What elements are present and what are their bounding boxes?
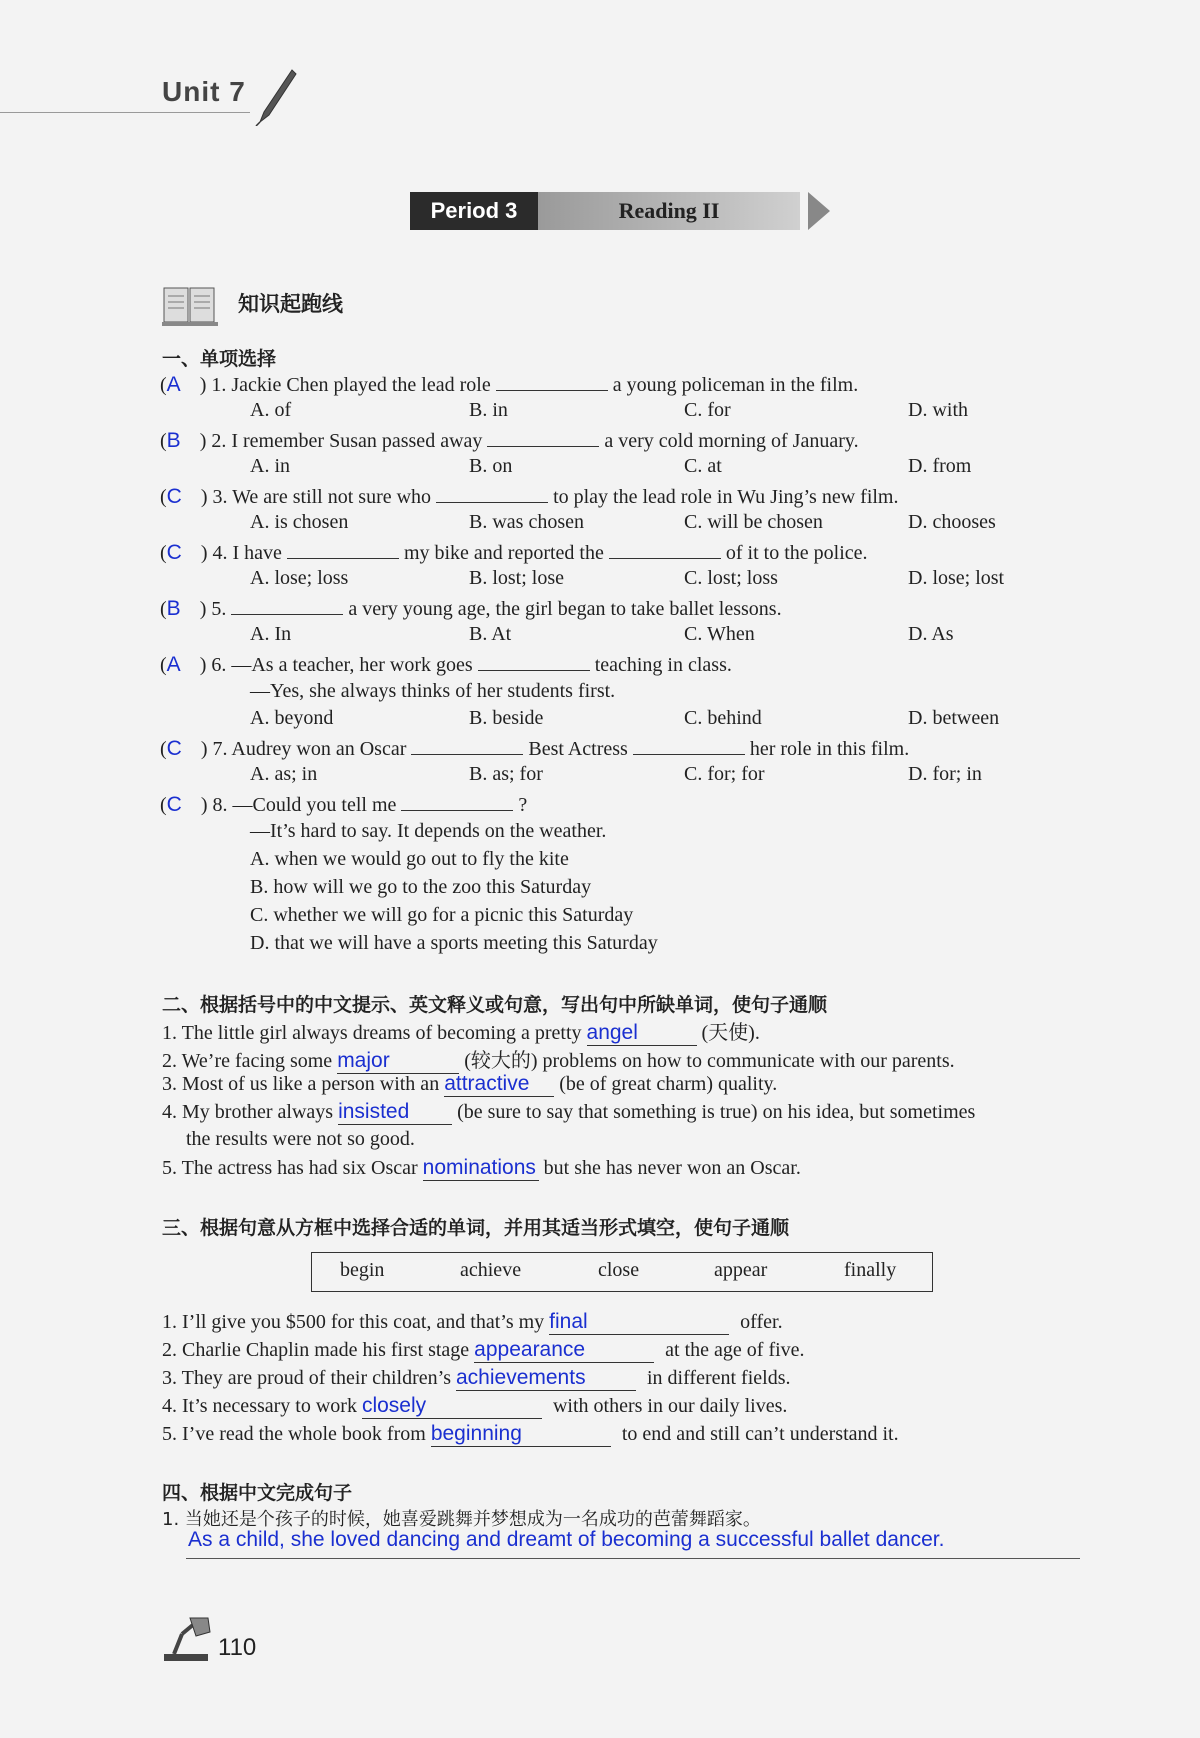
option: D. that we will have a sports meeting this Saturday <box>250 932 658 954</box>
answer-line <box>186 1558 1080 1559</box>
period-banner <box>410 192 800 230</box>
part2-item-1: 1. The little girl always dreams of becoming a pretty angel (天使). <box>162 1021 760 1044</box>
answer-field[interactable]: attractive <box>444 1072 554 1097</box>
option: C. will be chosen <box>684 511 823 533</box>
option: C. lost; loss <box>684 567 778 589</box>
answer-field[interactable]: angel <box>587 1021 697 1046</box>
option: B. beside <box>469 707 544 729</box>
answer-field[interactable]: As a child, she loved dancing and dreamt of becoming a successful ballet dancer. <box>188 1528 945 1551</box>
option: D. from <box>908 455 972 477</box>
part4-item-1: 1. 当她还是个孩子的时候，她喜爱跳舞并梦想成为一名成功的芭蕾舞蹈家。 <box>162 1509 761 1530</box>
option: D. with <box>908 399 968 421</box>
period-label: Period 3 <box>410 192 538 230</box>
option: A. lose; loss <box>250 567 349 589</box>
period-title: Reading II <box>538 192 800 230</box>
word-option: achieve <box>460 1259 522 1281</box>
word-option: begin <box>340 1259 385 1281</box>
option: B. was chosen <box>469 511 584 533</box>
answer-4: C <box>166 541 182 564</box>
answer-field[interactable]: achievements <box>456 1366 636 1391</box>
part2-item-3: 3. Most of us like a person with an attractive (be of great charm) quality. <box>162 1072 778 1095</box>
question-3: (C ) 3. We are still not sure who to play the lead role in Wu Jing’s new film. <box>160 485 899 508</box>
blank[interactable] <box>478 652 590 671</box>
answer-7: C <box>166 737 182 760</box>
option: C. When <box>684 623 755 645</box>
word-option: finally <box>844 1259 897 1281</box>
option: A. is chosen <box>250 511 349 533</box>
answer-field[interactable]: closely <box>362 1394 542 1419</box>
part2-item-4-cont: the results were not so good. <box>186 1128 415 1150</box>
part2-heading: 二、根据括号中的中文提示、英文释义或句意，写出句中所缺单词，使句子通顺 <box>162 994 828 1016</box>
unit-title: Unit 7 <box>162 76 246 107</box>
option: B. as; for <box>469 763 543 785</box>
part3-heading: 三、根据句意从方框中选择合适的单词，并用其适当形式填空，使句子通顺 <box>162 1217 790 1239</box>
option: C. for <box>684 399 731 421</box>
option: B. lost; lose <box>469 567 565 589</box>
option: D. between <box>908 707 1000 729</box>
part3-item-4: 4. It’s necessary to work closely with others in our daily lives. <box>162 1394 788 1417</box>
word-box <box>311 1252 933 1292</box>
option: D. As <box>908 623 954 645</box>
answer-field[interactable]: insisted <box>338 1100 452 1125</box>
lamp-icon <box>160 1614 216 1664</box>
word-option: appear <box>714 1259 768 1281</box>
header-rule <box>0 112 250 113</box>
option: A. beyond <box>250 707 334 729</box>
question-2: (B ) 2. I remember Susan passed away a very cold morning of January. <box>160 429 859 452</box>
blank[interactable] <box>287 540 399 559</box>
blank[interactable] <box>411 736 523 755</box>
question-6: (A ) 6. —As a teacher, her work goes teaching in class. <box>160 653 732 676</box>
part1-heading: 一、单项选择 <box>162 348 277 370</box>
question-5: (B ) 5. a very young age, the girl began to take ballet lessons. <box>160 597 782 620</box>
answer-field[interactable]: nominations <box>423 1156 539 1181</box>
answer-field[interactable]: appearance <box>474 1338 654 1363</box>
option: A. as; in <box>250 763 318 785</box>
blank[interactable] <box>496 372 608 391</box>
answer-1: A <box>166 373 181 396</box>
page-number: 110 <box>218 1634 257 1661</box>
arrow-icon <box>808 192 830 230</box>
option: A. In <box>250 623 292 645</box>
answer-8: C <box>166 793 182 816</box>
word-option: close <box>598 1259 640 1281</box>
part3-item-3: 3. They are proud of their children’s achievements in different fields. <box>162 1366 791 1389</box>
blank[interactable] <box>436 484 548 503</box>
part2-item-4: 4. My brother always insisted (be sure to say that something is true) on his idea, but sometimes <box>162 1100 976 1123</box>
part3-item-1: 1. I’ll give you $500 for this coat, and that’s my final offer. <box>162 1310 783 1333</box>
answer-2: B <box>166 429 181 452</box>
option: C. behind <box>684 707 762 729</box>
book-icon <box>162 284 218 328</box>
question-8: (C ) 8. —Could you tell me ? <box>160 793 528 816</box>
question-8-reply: —It’s hard to say. It depends on the weather. <box>250 820 607 842</box>
answer-3: C <box>166 485 182 508</box>
blank[interactable] <box>487 428 599 447</box>
option: C. for; for <box>684 763 765 785</box>
answer-field[interactable]: beginning <box>431 1422 611 1447</box>
part3-item-2: 2. Charlie Chaplin made his first stage appearance at the age of five. <box>162 1338 805 1361</box>
answer-field[interactable]: final <box>549 1310 729 1335</box>
option: A. in <box>250 455 290 477</box>
option: B. how will we go to the zoo this Saturday <box>250 876 592 898</box>
option: C. at <box>684 455 722 477</box>
blank[interactable] <box>633 736 745 755</box>
option: B. At <box>469 623 512 645</box>
option: D. for; in <box>908 763 982 785</box>
answer-field[interactable]: major <box>337 1049 459 1074</box>
blank[interactable] <box>401 792 513 811</box>
question-4: (C ) 4. I have my bike and reported the of it to the police. <box>160 541 868 564</box>
option: A. of <box>250 399 292 421</box>
part2-item-2: 2. We’re facing some major (较大的) problems on how to communicate with our parents. <box>162 1049 955 1072</box>
section-title: 知识起跑线 <box>238 292 343 316</box>
answer-6: A <box>166 653 181 676</box>
pen-icon <box>252 66 298 126</box>
option: B. in <box>469 399 508 421</box>
option: D. chooses <box>908 511 996 533</box>
answer-5: B <box>166 597 181 620</box>
option: A. when we would go out to fly the kite <box>250 848 569 870</box>
part3-item-5: 5. I’ve read the whole book from beginning to end and still can’t understand it. <box>162 1422 899 1445</box>
option: B. on <box>469 455 513 477</box>
part4-heading: 四、根据中文完成句子 <box>162 1482 353 1504</box>
question-7: (C ) 7. Audrey won an Oscar Best Actress her role in this film. <box>160 737 910 760</box>
option: C. whether we will go for a picnic this Saturday <box>250 904 634 926</box>
question-1: (A ) 1. Jackie Chen played the lead role a young policeman in the film. <box>160 373 859 396</box>
part2-item-5: 5. The actress has had six Oscar nominations but she has never won an Oscar. <box>162 1156 801 1179</box>
option: D. lose; lost <box>908 567 1005 589</box>
blank[interactable] <box>609 540 721 559</box>
question-6-reply: —Yes, she always thinks of her students first. <box>250 680 616 702</box>
blank[interactable] <box>231 596 343 615</box>
